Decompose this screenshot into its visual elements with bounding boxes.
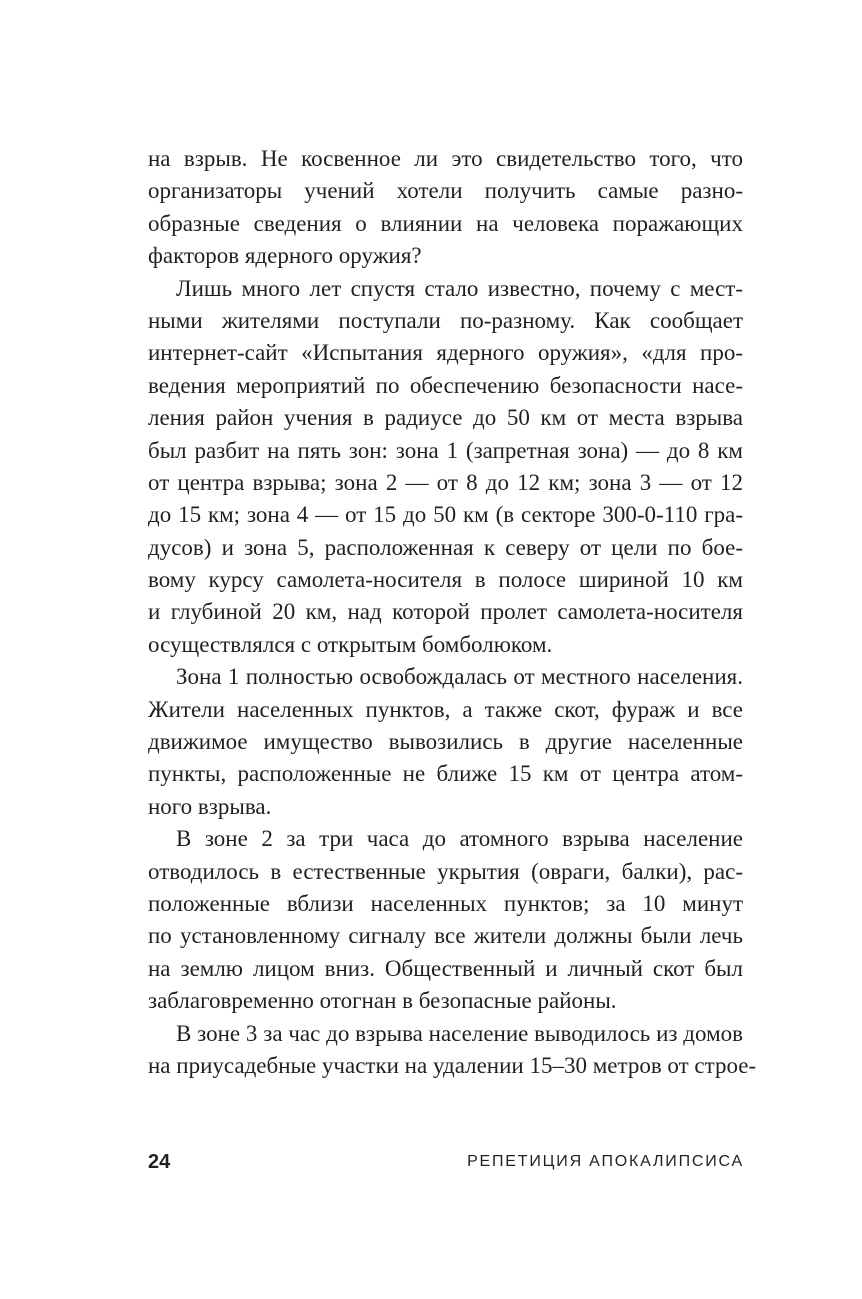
text-line: заблаговременно отогнан в безопасные районы.	[148, 988, 617, 1014]
text-line: В зоне 3 за час до взрыва население выводилось из домов	[176, 1020, 743, 1046]
text-line: от центра взрыва; зона 2 — от 8 до 12 км; зона 3 — от 12	[148, 469, 743, 495]
text-line: ного взрыва.	[148, 793, 272, 819]
text-line: движимое имущество вывозились в другие населенные	[148, 729, 743, 755]
paragraph-2	[148, 273, 743, 662]
paragraph-5	[148, 1018, 757, 1083]
text-line: на землю лицом вниз. Общественный и личный скот был	[148, 955, 743, 981]
page-footer	[148, 1147, 744, 1177]
text-line: факторов ядерного оружия?	[148, 243, 422, 269]
text-line: интернет-сайт «Испытания ядерного оружия», «для про-	[148, 340, 743, 366]
text-line: ными жителями поступали по-разному. Как сообщает	[148, 307, 743, 333]
paragraph-1	[148, 143, 743, 273]
text-line: образные сведения о влиянии на человека поражающих	[148, 210, 743, 236]
text-line: Зона 1 полностью освобождалась от местного населения.	[176, 664, 743, 690]
text-line: вому курсу самолета-носителя в полосе шириной 10 км	[148, 567, 743, 593]
text-line: пункты, расположенные не ближе 15 км от центра атом-	[148, 761, 743, 787]
text-line: на взрыв. Не косвенное ли это свидетельство того, что	[148, 146, 743, 171]
text-line: отводилось в естественные укрытия (овраги, балки), рас-	[148, 858, 743, 884]
body-text	[148, 143, 757, 1082]
text-line: по установленному сигналу все жители должны были лечь	[148, 923, 743, 949]
paragraph-4	[148, 823, 743, 1017]
running-title: РЕПЕТИЦИЯ АПОКАЛИПСИСА	[467, 1153, 744, 1170]
paragraph-3	[148, 661, 743, 823]
text-line: до 15 км; зона 4 — от 15 до 50 км (в секторе 300-0-110 гра-	[148, 502, 743, 528]
text-line: положенные вблизи населенных пунктов; за 10 минут	[148, 890, 743, 916]
text-line: ления район учения в радиусе до 50 км от места взрыва	[148, 405, 743, 431]
text-line: В зоне 2 за три часа до атомного взрыва население	[176, 826, 743, 852]
text-line: дусов) и зона 5, расположенная к северу от цели по бое-	[148, 534, 743, 560]
text-line: и глубиной 20 км, над которой пролет самолета-носителя	[148, 599, 743, 625]
text-line: организаторы учений хотели получить самые разно-	[148, 178, 743, 204]
text-line: ведения мероприятий по обеспечению безопасности насе-	[148, 372, 743, 398]
text-line: был разбит на пять зон: зона 1 (запретная зона) — до 8 км	[148, 437, 743, 463]
text-line: осуществлялся с открытым бомболюком.	[148, 631, 553, 657]
text-line: на приусадебные участки на удалении 15–30 метров от строе-	[148, 1052, 757, 1078]
text-line: Жители населенных пунктов, а также скот, фураж и все	[148, 696, 743, 722]
text-line: Лишь много лет спустя стало известно, почему с мест-	[176, 275, 743, 301]
page-number: 24	[148, 1150, 171, 1173]
